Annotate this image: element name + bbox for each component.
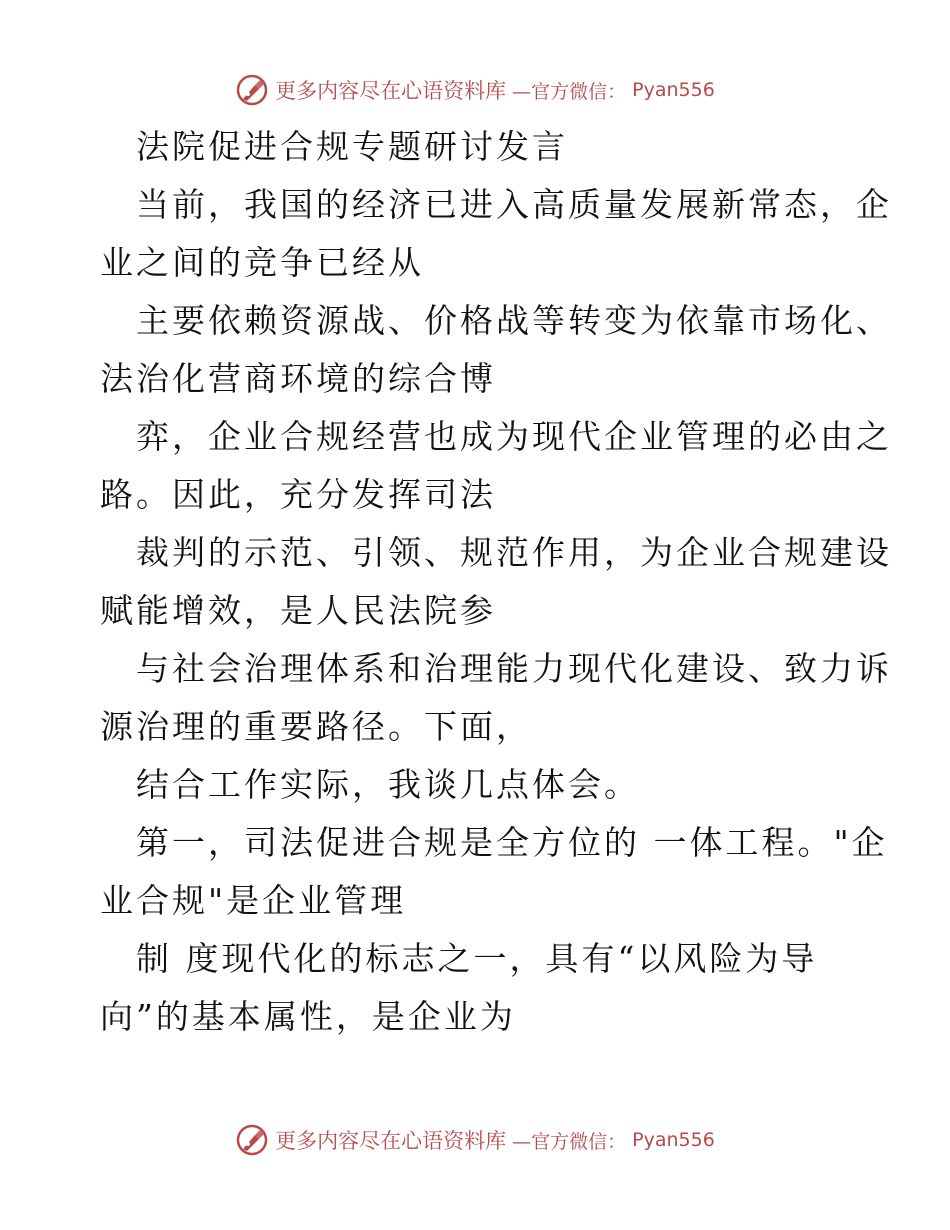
text-line: 路。因此，充分发挥司法 xyxy=(100,475,496,514)
watermark-wechat-id: Pyan556 xyxy=(632,1129,715,1151)
text-line: 向”的基本属性，是企业为 xyxy=(100,997,516,1036)
text-line: 结合工作实际，我谈几点体会。 xyxy=(136,765,640,804)
pen-circle-logo-icon xyxy=(235,73,269,107)
watermark-separator: —官方微信： xyxy=(512,80,627,103)
text-line: 第一，司法促进合规是全方位的 一体工程。"企 xyxy=(136,823,888,862)
pen-circle-logo-icon xyxy=(235,1123,269,1157)
watermark-wechat-id: Pyan556 xyxy=(632,79,715,101)
document-title: 法院促进合规专题研讨发言 xyxy=(136,127,568,166)
watermark-footer xyxy=(0,1120,950,1160)
text-line: 与社会治理体系和治理能力现代化建设、致力诉 xyxy=(136,649,892,688)
text-line: 主要依赖资源战、价格战等转变为依靠市场化、 xyxy=(136,301,892,340)
text-line: 业之间的竞争已经从 xyxy=(100,243,424,282)
watermark-separator: —官方微信： xyxy=(512,1130,627,1153)
text-line: 业合规"是企业管理 xyxy=(100,881,407,920)
watermark-text: 更多内容尽在心语资料库 xyxy=(275,1129,507,1153)
watermark-header xyxy=(0,70,950,110)
text-line: 法治化营商环境的综合博 xyxy=(100,359,496,398)
text-line: 源治理的重要路径。下面， xyxy=(100,707,532,746)
text-line: 赋能增效，是人民法院参 xyxy=(100,591,496,630)
text-line: 弈，企业合规经营也成为现代企业管理的必由之 xyxy=(136,417,892,456)
text-line: 制 度现代化的标志之一，具有“以风险为导 xyxy=(136,939,818,978)
watermark-text: 更多内容尽在心语资料库 xyxy=(275,79,507,103)
text-line: 裁判的示范、引领、规范作用，为企业合规建设 xyxy=(136,533,892,572)
document-body xyxy=(100,118,892,1046)
text-line: 当前，我国的经济已进入高质量发展新常态，企 xyxy=(136,185,892,224)
